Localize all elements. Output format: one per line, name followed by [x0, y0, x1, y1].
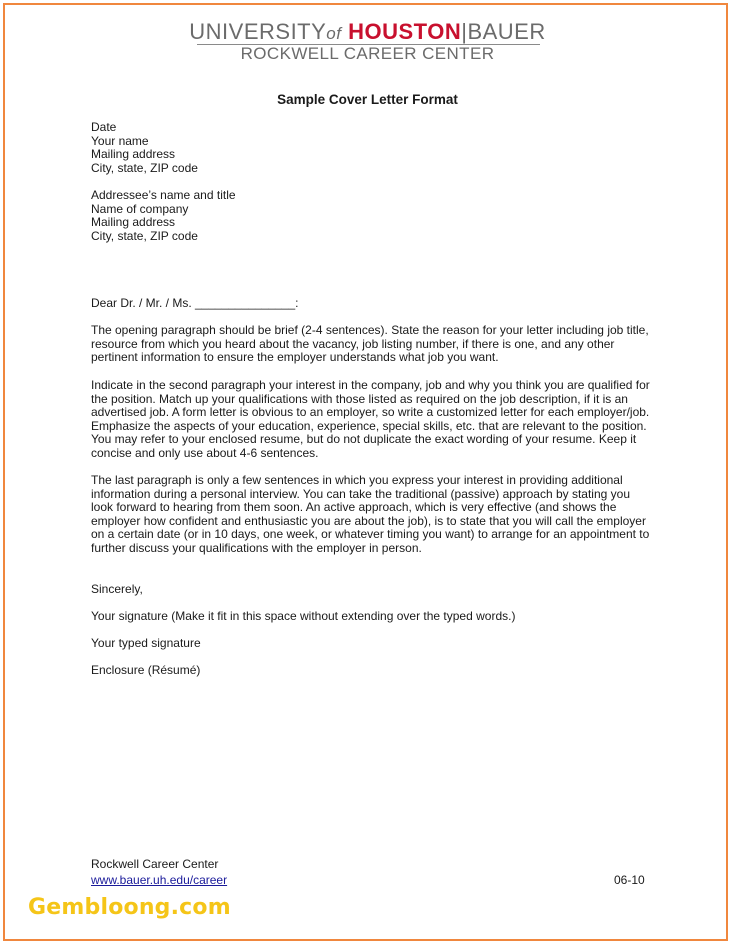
paragraph-second — [91, 379, 651, 461]
watermark: Gembloong.com — [28, 895, 231, 920]
sender-line: Mailing address — [91, 147, 176, 162]
logo-university: UNIVERSITY — [189, 19, 327, 44]
paragraph-line: concise and only use about 4-6 sentences. — [91, 445, 319, 460]
sender-line: City, state, ZIP code — [91, 160, 198, 175]
page-title: Sample Cover Letter Format — [277, 92, 458, 107]
paragraph-line: the position. Match up your qualifications with those listed as required on the job description, if it is an — [91, 391, 628, 406]
enclosure-text: Enclosure (Résumé) — [91, 663, 201, 677]
footer-url-link[interactable]: www.bauer.uh.edu/career — [91, 873, 228, 887]
addressee-line: Mailing address — [91, 215, 176, 230]
paragraph-line: look forward to hearing from them soon. An active approach, which is very effective (and shows the — [91, 500, 617, 515]
paragraph-line: resource from which you heard about the vacancy, job listing number, if there is one, and any other — [91, 336, 615, 351]
paragraph-line: The opening paragraph should be brief (2-4 sentences). State the reason for your letter including job title, — [91, 323, 649, 337]
signature-note-text: Your signature (Make it fit in this space without extending over the typed words.) — [91, 609, 516, 623]
paragraph-line: employer how confident and enthusiastic you are about the job), is to state that you will call the employer — [91, 513, 646, 528]
salutation-text: Dear Dr. / Mr. / Ms. _______________: — [91, 296, 299, 310]
paragraph-line: Indicate in the second paragraph your interest in the company, job and why you think you are qualified for — [91, 378, 650, 392]
footer-org-text: Rockwell Career Center — [91, 857, 219, 871]
paragraph-last — [91, 474, 651, 556]
signature-note — [91, 610, 651, 624]
salutation — [91, 297, 651, 311]
typed-signature-text: Your typed signature — [91, 636, 201, 650]
addressee-block — [91, 189, 651, 243]
addressee-line: City, state, ZIP code — [91, 228, 198, 243]
addressee-line: Addressee’s name and title — [91, 188, 236, 202]
typed-signature — [91, 637, 651, 651]
sender-line: Date — [91, 120, 117, 134]
paragraph-line: The last paragraph is only a few sentences in which you express your interest in providing additional — [91, 473, 623, 487]
logo-of: of — [326, 24, 342, 43]
closing-text: Sincerely, — [91, 582, 143, 596]
footer-org — [91, 858, 651, 872]
closing — [91, 583, 651, 597]
paragraph-opening — [91, 324, 651, 365]
paragraph-line: advertised job. A form letter is obvious to an employer, so write a customized letter for each employer/job. — [91, 405, 650, 420]
paragraph-line: You may refer to your enclosed resume, but do not duplicate the exact wording of your resume. Keep it — [91, 432, 637, 447]
paragraph-line: pertinent information to ensure the employer understands what job you want. — [91, 350, 499, 365]
logo-separator: | — [461, 19, 468, 44]
logo-center-name: ROCKWELL CAREER CENTER — [240, 44, 495, 63]
enclosure — [91, 664, 651, 678]
paragraph-line: further discuss your qualifications with the employer in person. — [91, 540, 422, 555]
paragraph-line: on a certain date (or in 10 days, one week, or whatever timing you want) to arrange for an appointment to — [91, 527, 650, 542]
paragraph-line: Emphasize the aspects of your education, experience, special skills, etc. that are relevant to the position. — [91, 418, 647, 433]
addressee-line: Name of company — [91, 201, 189, 216]
paragraph-line: information during a personal interview. You can take the traditional (passive) approach by stating you — [91, 486, 630, 501]
sender-line: Your name — [91, 133, 149, 148]
footer-code: 06-10 — [614, 873, 645, 887]
logo-houston: HOUSTON — [348, 19, 462, 44]
sender-block — [91, 121, 651, 175]
logo-bauer: BAUER — [467, 19, 546, 44]
